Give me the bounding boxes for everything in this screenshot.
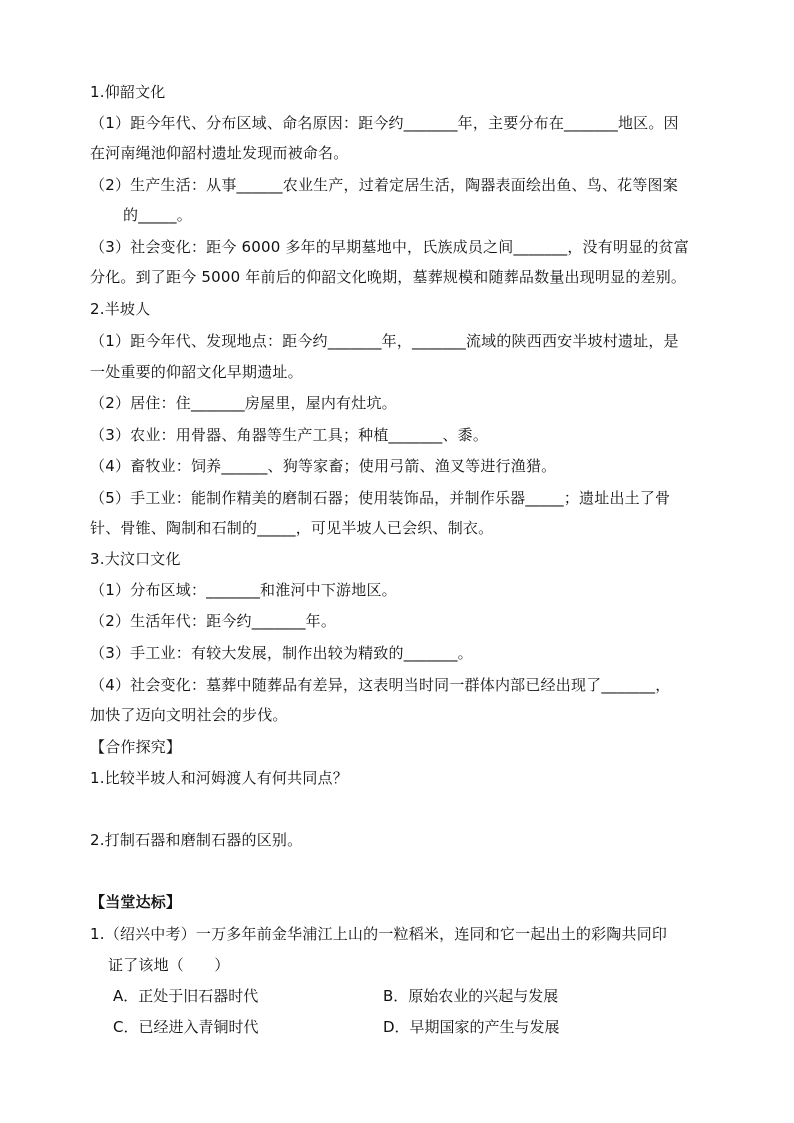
- section-2-item-3: （3）农业：用骨器、角器等生产工具；种植_______、黍。: [90, 426, 489, 444]
- practice-question-1-line-2: 证了该地（ ）: [108, 956, 230, 974]
- option-b: B．原始农业的兴起与发展: [383, 987, 559, 1005]
- section-3-item-3: （3）手工业：有较大发展，制作出较为精致的_______。: [90, 644, 473, 662]
- option-d: D．早期国家的产生与发展: [383, 1018, 560, 1036]
- option-c: C．已经进入青铜时代: [113, 1018, 259, 1036]
- section-3-title: 3.大汶口文化: [90, 550, 181, 568]
- section-3-item-2: （2）生活年代：距今约_______年。: [90, 612, 337, 630]
- section-1-item-1-line-1: （1）距今年代、分布区域、命名原因：距今约_______年，主要分布在_______地区。因: [90, 114, 679, 132]
- section-2-item-1-line-2: 一处重要的仰韶文化早期遗址。: [90, 363, 303, 381]
- section-2-item-1-line-1: （1）距今年代、发现地点：距今约_______年，_______流域的陕西西安半坡村遗址，是: [90, 332, 679, 350]
- option-a: A．正处于旧石器时代: [113, 987, 259, 1005]
- section-1-item-3-line-2: 分化。到了距今 5000 年前后的仰韶文化晚期，墓葬规模和随葬品数量出现明显的差别。: [90, 268, 687, 286]
- section-1-item-1-line-2: 在河南绳池仰韶村遗址发现而被命名。: [90, 144, 349, 162]
- in-class-practice-header: 【当堂达标】: [90, 893, 182, 911]
- section-2-item-5-line-2: 针、骨锥、陶制和石制的_____，可见半坡人已会织、制衣。: [90, 519, 494, 537]
- section-3-item-4-line-1: （4）社会变化：墓葬中随葬品有差异，这表明当时同一群体内部已经出现了_______，: [90, 676, 671, 694]
- section-1-title: 1.仰韶文化: [90, 83, 166, 101]
- section-1-item-2-line-1: （2）生产生活：从事______农业生产，过着定居生活，陶器表面绘出鱼、鸟、花等图案: [90, 176, 678, 194]
- section-1-item-2-line-2: 的_____。: [123, 206, 192, 224]
- practice-question-1-line-1: 1.（绍兴中考）一万多年前金华浦江上山的一粒稻米，连同和它一起出土的彩陶共同印: [90, 925, 668, 943]
- section-2-title: 2.半坡人: [90, 300, 151, 318]
- section-3-item-1: （1）分布区域：_______和淮河中下游地区。: [90, 581, 397, 599]
- section-1-item-3-line-1: （3）社会变化：距今 6000 多年的早期墓地中，氏族成员之间_______，没有明显的贫富: [90, 238, 689, 256]
- section-3-item-4-line-2: 加快了迈向文明社会的步伐。: [90, 706, 288, 724]
- section-2-item-2: （2）居住：住_______房屋里，屋内有灶坑。: [90, 394, 397, 412]
- section-2-item-5-line-1: （5）手工业：能制作精美的磨制石器；使用装饰品，并制作乐器_____；遗址出土了骨: [90, 489, 671, 507]
- cooperative-inquiry-header: 【合作探究】: [90, 738, 182, 756]
- cooperative-question-2: 2.打制石器和磨制石器的区别。: [90, 831, 303, 849]
- section-2-item-4: （4）畜牧业：饲养______、狗等家畜；使用弓箭、渔叉等进行渔猎。: [90, 457, 557, 475]
- cooperative-question-1: 1.比较半坡人和河姆渡人有何共同点？: [90, 769, 348, 787]
